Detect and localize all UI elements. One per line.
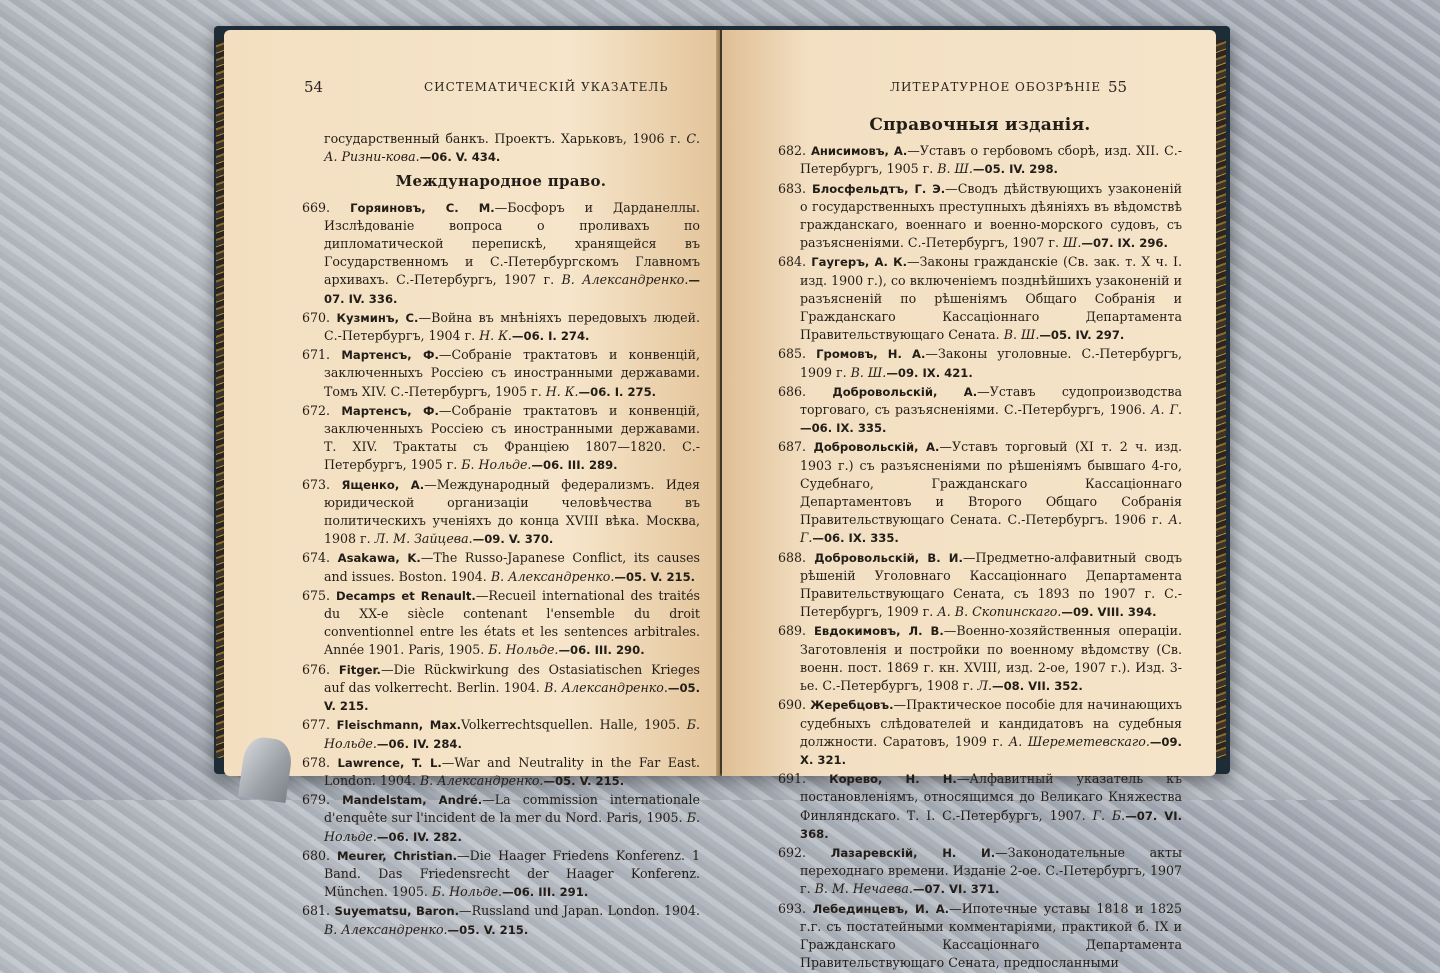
entry-number: 669. bbox=[302, 199, 331, 215]
entry-number: 680. bbox=[302, 847, 331, 863]
entry-text: —Законодательные акты переходнаго времени. Изданіе 2-ое. С.-Петербургъ, 1907 г. bbox=[800, 844, 1182, 897]
entry-author: Корево, Н. Н. bbox=[829, 772, 957, 787]
entry-number: 682. bbox=[778, 143, 807, 159]
entry-author: Meurer, Christian. bbox=[337, 848, 458, 863]
entry-reviewer: В. Александренко. bbox=[544, 679, 668, 695]
entry-number: 673. bbox=[302, 476, 331, 492]
entry-number: 690. bbox=[778, 697, 807, 713]
entry-reviewer: Г. Б. bbox=[1092, 807, 1126, 823]
entry-author: Жеребцовъ. bbox=[810, 698, 894, 713]
entry-author: Asakawa, K. bbox=[337, 551, 421, 566]
entry-reviewer: Б. Нольде. bbox=[431, 884, 503, 900]
entry-text: —Russland und Japan. London. 1904. bbox=[459, 903, 700, 919]
entry-issue: —09. V. 370. bbox=[472, 532, 554, 547]
entry-author: Мартенсъ, Ф. bbox=[341, 348, 439, 363]
entry-reviewer: В. Александренко. bbox=[324, 921, 448, 937]
entry-reviewer: В. Ш. bbox=[850, 364, 887, 380]
entry-number: 684. bbox=[778, 254, 807, 270]
entry-issue: —09. VIII. 394. bbox=[1061, 605, 1157, 620]
section-title: Справочныя изданія. bbox=[869, 115, 1091, 135]
entry-number: 689. bbox=[778, 623, 807, 639]
bibliography-entry bbox=[302, 661, 700, 716]
entry-text: —Уставъ судопроизводства торговаго, съ разъясненіями. С.-Петербургъ, 1906. bbox=[800, 383, 1182, 418]
bibliography-entry bbox=[778, 622, 1182, 695]
bibliography-entry bbox=[302, 587, 700, 660]
entry-issue: —05. IV. 298. bbox=[972, 162, 1058, 177]
entry-number: 678. bbox=[302, 754, 331, 770]
entry-issue: —05. V. 215. bbox=[543, 773, 625, 788]
entry-reviewer: В. Александренко. bbox=[419, 772, 544, 788]
bibliography-entry bbox=[778, 383, 1182, 438]
bibliography-entry bbox=[302, 309, 700, 345]
entry-issue: —08. VII. 352. bbox=[991, 679, 1083, 694]
entry-issue: —07. IX. 296. bbox=[1081, 236, 1168, 251]
bibliography-entry bbox=[778, 900, 1182, 973]
entry-reviewer: Б. Нольде. bbox=[324, 717, 700, 751]
entry-text: —Уставъ о гербовомъ сборѣ, изд. XII. С.-Петербургъ, 1905 г. bbox=[800, 143, 1182, 177]
running-head: ЛИТЕРАТУРНОЕ ОБОЗРѢНІЕ bbox=[890, 80, 1102, 94]
bibliography-entry bbox=[778, 844, 1182, 899]
bibliography-entry bbox=[778, 253, 1182, 344]
entry-text: Volkerrechtsquellen. Halle, 1905. bbox=[460, 717, 681, 733]
entry-text: —Уставъ торговый (XI т. 2 ч. изд. 1903 г.) съ разъясненіями по рѣшеніямъ бывшаго 4-го, Судебнаго, Гражданскаго Кассаціоннаго Департаментовъ и Второго Общаго Собранія Правительствующаго Сената. С.-Петербургъ. 1906 г. bbox=[800, 439, 1182, 528]
page-number: 55 bbox=[1108, 78, 1128, 96]
entry-text: —The Russo-Japanese Conflict, its causes and issues. Boston. 1904. bbox=[324, 550, 700, 584]
entry-author: Евдокимовъ, Л. В. bbox=[814, 624, 944, 639]
entry-author: Горяиновъ, С. М. bbox=[350, 200, 495, 215]
entry-reviewer: В. Александренко. bbox=[561, 272, 689, 288]
entry-issue: —07. VI. 371. bbox=[912, 882, 1000, 897]
running-head: СИСТЕМАТИЧЕСКІЙ УКАЗАТЕЛЬ bbox=[424, 80, 669, 94]
entry-text: —Алфавитный указатель къ постановленіямъ, относящимся до Великаго Княжества Финляндскаго. Т. I. С.-Петербургъ, 1907. bbox=[800, 771, 1182, 823]
entry-text: —Война въ мнѣніяхъ передовыхъ людей. С.-Петербургъ, 1904 г. bbox=[324, 309, 700, 344]
entry-number: 685. bbox=[778, 346, 807, 362]
entry-text: —Ипотечные уставы 1818 и 1825 г.г. съ постатейными комментаріями, практикой б. IX и Гражданскаго Кассаціоннаго Департамента Правительствующаго Сената, предпосланными bbox=[800, 900, 1182, 971]
bibliography-entry bbox=[302, 902, 700, 938]
entry-author: Добровольскій, В. И. bbox=[814, 550, 963, 565]
page-number: 54 bbox=[304, 78, 324, 96]
entry-issue: —06. I. 275. bbox=[578, 384, 657, 399]
left-page bbox=[224, 30, 720, 937]
entry-issue: —09. X. 321. bbox=[800, 734, 1182, 767]
entry-text: —Предметно-алфавитный сводъ рѣшеній Уголовнаго Кассаціоннаго Департамента Правительствующаго Сената, съ 1893 по 1907 г. С.-Петербургъ, 1909 г. bbox=[800, 549, 1182, 620]
entry-reviewer: В. М. Нечаева. bbox=[814, 881, 913, 897]
entry-author: Fitger. bbox=[338, 662, 381, 677]
entry-author: Suyematsu, Baron. bbox=[334, 904, 460, 919]
entry-text: —La commission internationale d'enquête sur l'incident de la mer du Nord. Paris, 1905. bbox=[324, 792, 700, 826]
bibliography-entry bbox=[778, 142, 1182, 178]
entry-number: 672. bbox=[302, 402, 331, 418]
entry-issue: —09. IX. 421. bbox=[886, 365, 973, 380]
entry-author: Мартенсъ, Ф. bbox=[341, 403, 439, 418]
entry-issue: —06. IX. 335. bbox=[812, 531, 899, 546]
bibliography-entry bbox=[302, 346, 700, 401]
entry-number: 674. bbox=[302, 550, 331, 566]
bibliography-entry bbox=[778, 696, 1182, 769]
entry-reviewer: А. В. Скопинскаго. bbox=[937, 604, 1062, 620]
entry-number: 676. bbox=[302, 661, 331, 677]
entry-text: —Собраніе трактатовъ и конвенцій, заключенныхъ Россіею съ иностранными державами. Т. XIV. Трактаты съ Франціею 1807—1820. С.-Петербургъ, 1905 г. bbox=[324, 402, 700, 473]
entry-author: Mandelstam, André. bbox=[342, 793, 483, 808]
entry-text: —Собраніе трактатовъ и конвенцій, заключенныхъ Россіею съ иностранными державами. Томъ XIV. С.-Петербургъ, 1905 г. bbox=[324, 347, 700, 399]
entry-issue: —05. IV. 297. bbox=[1039, 328, 1125, 343]
entry-reviewer: А. Г. bbox=[1150, 402, 1182, 418]
section-title: Международное право. bbox=[395, 172, 607, 191]
entry-author: Кузминъ, С. bbox=[336, 310, 419, 325]
entry-list bbox=[778, 142, 1182, 972]
entry-text: —Международный федерализмъ. Идея юридической организаціи человѣчества въ политическихъ ученіяхъ до конца XVIII вѣка. Москва, 1908 г. bbox=[324, 476, 700, 547]
entry-text: —Recueil international des traités du XX-e siècle contenant l'ensemble du droit conventionnel entre les états et les sentences arbitrales. Année 1901. Paris, 1905. bbox=[324, 587, 700, 658]
continuation-entry bbox=[302, 130, 700, 166]
entry-author: Добровольскій, А. bbox=[813, 440, 940, 455]
entry-reviewer: Л. bbox=[977, 678, 992, 694]
entry-number: 670. bbox=[302, 309, 331, 325]
entry-issue: —06. V. 434. bbox=[419, 150, 501, 165]
entry-author: Лебединцевъ, И. А. bbox=[812, 901, 950, 916]
bibliography-entry bbox=[302, 549, 700, 585]
entry-reviewer: С. А. Ризни-кова. bbox=[324, 131, 700, 165]
entry-number: 687. bbox=[778, 439, 807, 455]
entry-author: Лазаревскій, Н. И. bbox=[830, 845, 996, 860]
entry-text: государственный банкъ. Проектъ. Харьковъ, 1906 г. bbox=[324, 131, 681, 146]
right-page bbox=[722, 30, 1216, 971]
entry-number: 691. bbox=[778, 771, 807, 787]
entry-reviewer: Б. Нольде. bbox=[488, 642, 559, 658]
entry-text: —Die Rückwirkung des Ostasiatischen Krieges auf das volkerrecht. Berlin. 1904. bbox=[324, 661, 700, 695]
bibliography-entry bbox=[302, 716, 700, 752]
entry-author: Громовъ, Н. А. bbox=[816, 347, 926, 362]
entry-issue: —06. IV. 284. bbox=[376, 736, 462, 751]
bibliography-entry bbox=[778, 438, 1182, 547]
entry-number: 671. bbox=[302, 347, 331, 363]
entry-issue: —07. VI. 368. bbox=[800, 808, 1182, 841]
entry-issue: —05. V. 215. bbox=[324, 680, 700, 714]
entry-text: —Практическое пособіе для начинающихъ судебныхъ слѣдователей и кандидатовъ на судебныя должности. Саратовъ, 1909 г. bbox=[800, 697, 1182, 749]
entry-reviewer: В. Ш. bbox=[937, 161, 973, 177]
entry-number: 688. bbox=[778, 549, 807, 565]
entry-reviewer: Б. Нольде. bbox=[461, 457, 532, 473]
entry-list bbox=[302, 199, 700, 939]
bibliography-entry bbox=[302, 754, 700, 790]
entry-text: —Die Haager Friedens Konferenz. 1 Band. Das Friedensrecht der Haager Konferenz. München. 1905. bbox=[324, 847, 700, 900]
bibliography-entry bbox=[302, 791, 700, 846]
bibliography-entry bbox=[302, 402, 700, 475]
entry-issue: —06. IX. 335. bbox=[800, 421, 887, 436]
entry-issue: —06. III. 290. bbox=[558, 643, 645, 658]
bibliography-entry bbox=[778, 180, 1182, 253]
entry-reviewer: Ш. bbox=[1063, 235, 1082, 251]
entry-issue: —06. III. 289. bbox=[531, 458, 618, 473]
entry-number: 675. bbox=[302, 587, 331, 603]
entry-text: —Законы уголовные. С.-Петербургъ, 1909 г. bbox=[800, 346, 1182, 380]
entry-text: —Военно-хозяйственныя операціи. Заготовленія и постройки по военному вѣдомству (Св. военн. пост. 1869 г. кн. XVIII, изд. 2-ое, 1907 г.). Изд. 3-ье. С.-Петербургъ, 1908 г. bbox=[800, 623, 1182, 694]
bibliography-entry bbox=[302, 199, 700, 308]
entry-number: 681. bbox=[302, 903, 331, 919]
entry-number: 683. bbox=[778, 180, 807, 196]
bibliography-entry bbox=[778, 770, 1182, 843]
entry-number: 693. bbox=[778, 900, 807, 916]
entry-reviewer: Н. К. bbox=[545, 383, 579, 399]
entry-reviewer: Н. К. bbox=[479, 328, 512, 344]
entry-number: 692. bbox=[778, 844, 807, 860]
bibliography-entry bbox=[778, 345, 1182, 381]
entry-issue: —06. I. 274. bbox=[511, 329, 590, 344]
entry-reviewer: В. Александренко. bbox=[490, 568, 615, 584]
entry-text: —War and Neutrality in the Far East. London. 1904. bbox=[324, 754, 700, 788]
bibliography-entry bbox=[778, 549, 1182, 622]
bibliography-entry bbox=[302, 847, 700, 902]
entry-author: Fleischmann, Max. bbox=[336, 718, 461, 733]
entry-reviewer: Л. М. Зайцева. bbox=[374, 531, 473, 547]
entry-reviewer: Б. Нольде. bbox=[324, 810, 700, 844]
entry-issue: —06. III. 291. bbox=[502, 885, 589, 900]
entry-author: Decamps et Renault. bbox=[335, 588, 476, 603]
entry-issue: —06. IV. 282. bbox=[376, 829, 462, 844]
entry-issue: —05. V. 215. bbox=[614, 569, 696, 584]
entry-reviewer: А. Г. bbox=[800, 512, 1182, 546]
entry-author: Гаугеръ, А. К. bbox=[811, 255, 908, 270]
entry-issue: —05. V. 215. bbox=[447, 922, 529, 937]
page-body bbox=[302, 130, 700, 940]
entry-number: 677. bbox=[302, 717, 331, 733]
entry-text: —Сводъ дѣйствующихъ узаконеній о государственныхъ преступныхъ дѣяніяхъ въ вѣдомствѣ гражданскаго, военнаго и военно-морского судовъ, съ разъясненіями. С.-Петербургъ, 1907 г. bbox=[800, 180, 1182, 251]
entry-reviewer: А. Шереметевскаго. bbox=[1008, 733, 1150, 749]
page-body bbox=[778, 110, 1182, 973]
entry-author: Lawrence, T. L. bbox=[337, 755, 442, 770]
entry-issue: —07. IV. 336. bbox=[324, 273, 700, 306]
entry-reviewer: В. Ш. bbox=[1003, 327, 1040, 343]
entry-text: —Законы гражданскіе (Св. зак. т. X ч. I. изд. 1900 г.), со включеніемъ позднѣйшихъ узаконеній и разъясненій по рѣшеніямъ Общаго Собранія и Гражданскаго Кассаціоннаго Департамента Правительствующаго Сената. bbox=[800, 254, 1183, 343]
entry-author: Анисимовъ, А. bbox=[810, 144, 908, 159]
entry-author: Добровольскій, А. bbox=[832, 384, 978, 399]
entry-author: Ященко, А. bbox=[341, 477, 425, 492]
entry-number: 686. bbox=[778, 383, 807, 399]
entry-text: —Босфоръ и Дарданеллы. Изслѣдованіе вопроса о проливахъ по дипломатической перепискѣ, хранящейся въ Государственномъ и С.-Петербургскомъ Главномъ архивахъ. С.-Петербургъ, 1907 г. bbox=[324, 199, 701, 288]
bibliography-entry bbox=[302, 476, 700, 549]
entry-number: 679. bbox=[302, 792, 331, 808]
entry-author: Блосфельдтъ, Г. Э. bbox=[811, 181, 946, 196]
